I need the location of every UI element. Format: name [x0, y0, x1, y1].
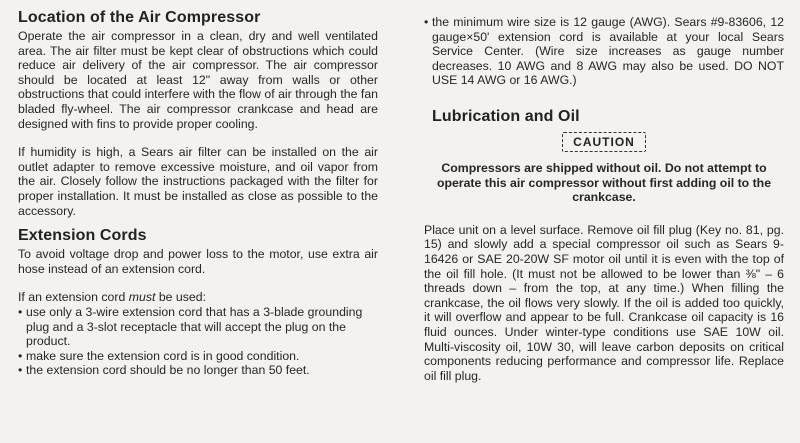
extension-intro-suffix: be used:	[155, 290, 206, 305]
extension-intro-prefix: If an extension cord	[18, 290, 129, 305]
caution-label: CAUTION	[562, 132, 646, 152]
bullet-glyph: •	[18, 348, 23, 363]
list-item	[18, 305, 378, 349]
section-heading-extension-cords: Extension Cords	[18, 227, 147, 245]
oil-warning: Compressors are shipped without oil. Do not attempt to operate this air compressor without first adding oil to the crankcase.	[436, 160, 772, 205]
list-item	[18, 349, 378, 364]
location-paragraph-1: Operate the air compressor in a clean, dry and well ventilated area. The air filter must be kept clear of obstructions which could reduce air delivery of the air compressor. The air compressor should be located at least 12" away from walls or other obstructions that could interfere with the flow of air through the fan bladed fly-wheel. The air compressor crankcase and head are designed with fins to provide proper cooling.	[18, 29, 378, 131]
right-column	[424, 0, 784, 383]
list-item-text: make sure the extension cord is in good condition.	[26, 348, 300, 363]
list-item	[18, 363, 378, 378]
extension-paragraph-1: To avoid voltage drop and power loss to the motor, use extra air hose instead of an extension cord.	[18, 247, 378, 276]
bullet-glyph: •	[18, 304, 23, 319]
list-item-text: the minimum wire size is 12 gauge (AWG). Sears #9-83606, 12 gauge×50' extension cord is available at your local Sears Service Center. (Wire size increases as gauge number decreases. 10 AWG and 8 AWG may also be used. DO NOT USE 14 AWG or 16 AWG.)	[432, 15, 784, 88]
extension-bullet-list	[18, 305, 378, 378]
location-paragraph-2: If humidity is high, a Sears air filter can be installed on the air outlet adapter to remove excessive moisture, and oil vapor from the air. Closely follow the instructions packaged with the filter for proper installation. It must be installed as close as possible to the accessory.	[18, 145, 378, 218]
list-item	[424, 15, 784, 88]
bullet-glyph: •	[424, 15, 429, 29]
continued-bullet-list	[424, 15, 784, 88]
bullet-glyph: •	[18, 363, 23, 378]
list-item-text: the extension cord should be no longer than 50 feet.	[26, 363, 310, 378]
section-heading-lubrication: Lubrication and Oil	[432, 107, 580, 125]
caution-wrapper	[424, 132, 784, 152]
left-column	[18, 0, 378, 378]
extension-intro-emphasis: must	[128, 290, 156, 305]
lubrication-paragraph: Place unit on a level surface. Remove oil fill plug (Key no. 81, pg. 15) and slowly add a special compressor oil such as Sears 9-16426 or SAE 20-20W SF motor oil until it is even with the top of the oil fill hole. (It must not be allowed to be lower than ⅜" – 6 threads down – from the top, at any time.) When filling the crankcase, the oil flows very slowly. If the oil is added too quickly, it will overflow and appear to be full. Crankcase oil capacity is 16 fluid ounces. Under winter-type conditions use SAE 10W oil. Multi-viscosity oil, 10W 30, will leave carbon deposits on critical components reducing performance and compressor life. Replace oil fill plug.	[424, 222, 784, 383]
extension-intro	[18, 290, 378, 305]
list-item-text: use only a 3-wire extension cord that has a 3-blade grounding plug and a 3-slot receptacle that will accept the plug on the product.	[26, 304, 363, 349]
section-heading-location: Location of the Air Compressor	[18, 9, 261, 26]
